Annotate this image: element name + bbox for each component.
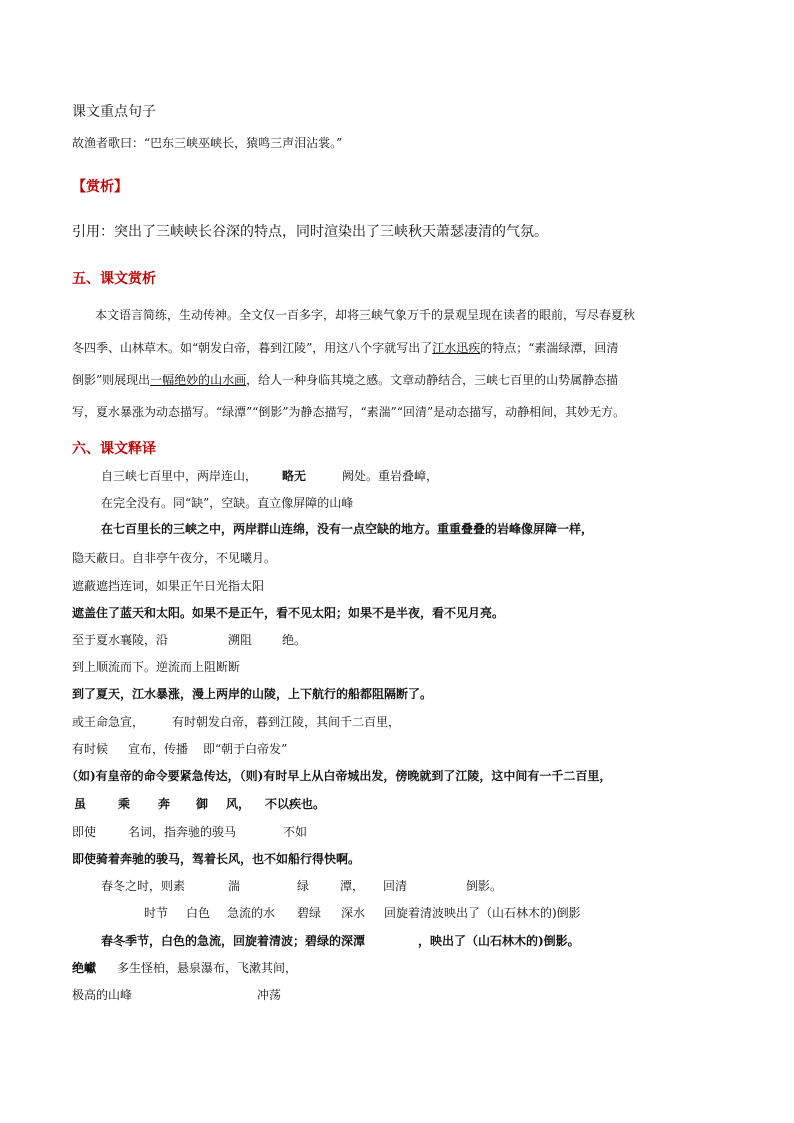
note-line-6-a: 时节 <box>144 906 169 920</box>
original-line-5-f: 不以疾也。 <box>265 797 326 811</box>
note-line-1: 在完全没有。同“缺”，空缺。直立像屏障的山峰 <box>101 496 354 510</box>
note-line-5-c: 不如 <box>283 825 308 839</box>
appreciation-label: 【赏析】 <box>72 179 128 195</box>
original-line-6-a: 春冬之时，则素 <box>101 879 186 893</box>
underlined-phrase-landscape: 一幅绝妙的山水画 <box>150 373 247 387</box>
analysis-line-2-end: 的特点；“素湍绿潭，回清 <box>480 341 619 355</box>
translation-line-4: （如)有皇帝的命令要紧急传达，（则)有时早上从白帝城出发，傍晚就到了江陵，这中间有一千二百里， <box>66 769 612 783</box>
original-line-5-c: 奔 <box>158 797 171 811</box>
original-line-2: 隐天蔽日。自非亭午夜分，不见曦月。 <box>72 551 277 565</box>
translation-line-1: 在七百里长的三峡之中，两岸群山连绵，没有一点空缺的地方。重重叠叠的岩峰像屏障一样， <box>101 522 594 536</box>
analysis-line-3 <box>72 372 618 388</box>
note-line-5-b: 名词，指奔驰的骏马 <box>128 825 237 839</box>
note-line-4-b: 宣布，传播 <box>128 742 189 756</box>
note-line-3: 到上顺流而下。逆流而上阻断断 <box>72 660 241 674</box>
note-line-7-b: 冲荡 <box>257 988 282 1002</box>
translation-line-6-b: ，映出了（山石林木的)倒影。 <box>418 934 580 948</box>
translation-line-2: 遮盖住了蓝天和太阳。如果不是正午，看不见太阳；如果不是半夜，看不见月亮。 <box>72 606 505 620</box>
section-heading-five: 五、课文赏析 <box>72 271 156 287</box>
analysis-line-4: 写，夏水暴涨为动态描写。“绿潭”“倒影”为静态描写，“素湍”“回清”是动态描写，动静相间，其妙无方。 <box>72 405 626 419</box>
analysis-line-3-end: ，给人一种身临其境之感。文章动静结合，三峡七百里的山势属静态描 <box>246 373 619 387</box>
note-line-6-b: 白色 <box>186 906 211 920</box>
translation-line-5: 即使骑着奔驰的骏马，驾着长风，也不如船行得快啊。 <box>72 852 361 866</box>
original-line-1-c: 阙处。重岩叠嶂， <box>342 469 439 483</box>
original-line-5-e: 风， <box>226 797 251 811</box>
key-quote: 故渔者歌曰：“巴东三峡巫峡长，猿鸣三声泪沾裳。” <box>72 136 343 150</box>
translation-line-6-a: 春冬季节，白色的急流，回旋着清波；碧绿的深潭 <box>101 934 366 948</box>
analysis-line-2-text: 冬四季、山林草木。如“朝发白帝，暮到江陵”，用这八个字就写出了 <box>72 341 433 355</box>
original-line-3-a: 至于夏水襄陵，沿 <box>72 633 169 647</box>
translation-line-3: 到了夏天，江水暴涨，漫上两岸的山陵，上下航行的船都阻隔断了。 <box>72 687 433 701</box>
original-line-5-a: 虽 <box>74 797 87 811</box>
note-line-6-c: 急流的水 <box>227 906 276 920</box>
note-line-4-a: 有时候 <box>72 742 109 756</box>
note-line-7-a: 极高的山峰 <box>72 988 133 1002</box>
note-line-5-a: 即使 <box>72 825 97 839</box>
underlined-phrase-rapid-river: 江水迅疾 <box>432 341 481 355</box>
original-line-6-f: 倒影。 <box>466 879 503 893</box>
analysis-line-1: 本文语言简练，生动传神。全文仅一百多字，却将三峡气象万千的景观呈现在读者的眼前，写尽春夏秋 <box>95 308 636 322</box>
original-line-7-b: 多生怪柏，悬泉瀑布，飞漱其间， <box>117 961 298 975</box>
note-line-6-e: 深水 <box>341 906 366 920</box>
original-line-1-a: 自三峡七百里中，两岸连山， <box>101 469 258 483</box>
original-line-7-a: 绝巘 <box>72 961 97 975</box>
note-line-4-c: 即“朝于白帝发” <box>203 742 288 756</box>
original-line-6-c: 绿 <box>297 879 310 893</box>
original-line-6-d: 潭， <box>340 879 365 893</box>
original-line-6-e: 回清 <box>383 879 408 893</box>
original-line-4-b: 有时朝发白帝，暮到江陵，其间千二百里， <box>172 715 401 729</box>
original-line-4-a: 或王命急宣， <box>72 715 145 729</box>
section-heading-six: 六、课文释译 <box>72 441 156 457</box>
original-line-5-b: 乘 <box>118 797 131 811</box>
original-line-1-b: 略无 <box>282 469 307 483</box>
appreciation-text: 引用：突出了三峡峡长谷深的特点，同时渲染出了三峡秋天萧瑟凄清的气氛。 <box>72 224 548 240</box>
original-line-3-b: 溯阻 <box>228 633 253 647</box>
note-line-6-f: 回旋着清波映出了（山石林木的)倒影 <box>384 906 581 920</box>
original-line-5-d: 御 <box>196 797 209 811</box>
analysis-line-3-text: 倒影”则展现出 <box>72 373 151 387</box>
section-heading-key-sentence: 课文重点句子 <box>72 104 156 120</box>
original-line-3-c: 绝。 <box>282 633 307 647</box>
note-line-2: 遮蔽遮挡连词，如果正午日光指太阳 <box>72 579 265 593</box>
note-line-6-d: 碧绿 <box>297 906 322 920</box>
analysis-line-2 <box>72 340 618 356</box>
original-line-6-b: 湍 <box>228 879 241 893</box>
